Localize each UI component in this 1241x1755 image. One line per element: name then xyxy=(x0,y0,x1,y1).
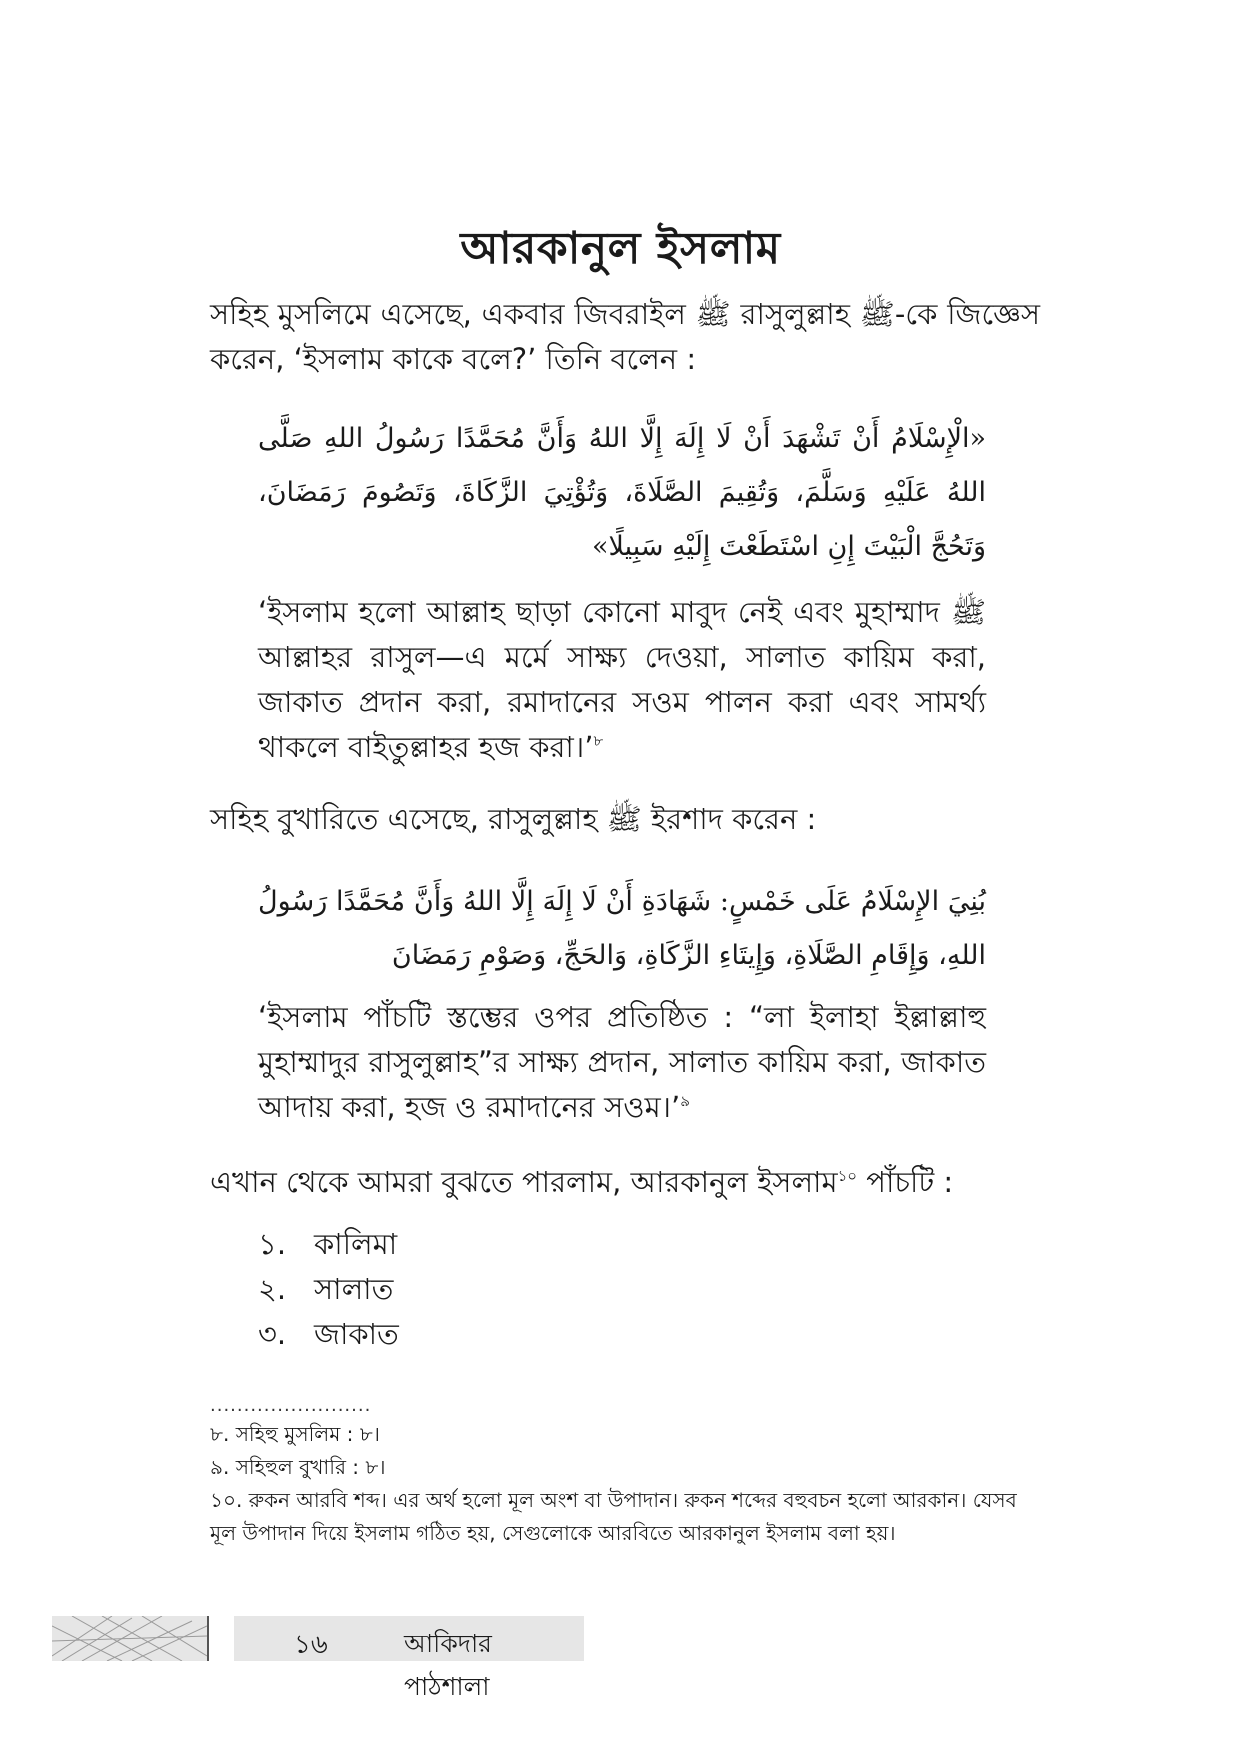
footnote-ref-10[interactable]: ১০ xyxy=(837,1167,858,1185)
intro-paragraph: সহিহ মুসলিমে এসেছে, একবার জিবরাইল ﷺ রাসুলুল্লাহ ﷺ-কে জিজ্ঞেস করেন, ‘ইসলাম কাকে বলে?’ তিনি বলেন : xyxy=(210,297,1041,376)
footnotes xyxy=(210,1418,1040,1550)
footnote-ref-9[interactable]: ৯ xyxy=(680,1092,690,1110)
pillars-list xyxy=(258,1222,399,1357)
bukhari-intro-paragraph: সহিহ বুখারিতে এসেছে, রাসুলুল্লাহ ﷺ ইরশাদ করেন : xyxy=(210,802,817,836)
arabic-hadith-muslim: «الْإِسْلَامُ أَنْ تَشْهَدَ أَنْ لَا إِلَهَ إِلَّا اللهُ وَأَنَّ مُحَمَّدًا رَسُولُ اللهِ صَلَّى اللهُ عَلَيْهِ وَسَلَّمَ، وَتُقِيمَ الصَّلَاةَ، وَتُؤْتِيَ الزَّكَاةَ، وَتَصُومَ رَمَضَانَ، وَتَحُجَّ الْبَيْتَ إِنِ اسْتَطَعْتَ إِلَيْهِ سَبِيلًا» xyxy=(258,423,986,562)
page-number: ১৬ xyxy=(294,1630,328,1660)
footer-band xyxy=(234,1616,584,1701)
list-item-label: সালাত xyxy=(314,1272,394,1306)
page-footer xyxy=(52,1616,584,1701)
conclusion-text-b: পাঁচটি : xyxy=(857,1165,954,1199)
list-item-label: কালিমা xyxy=(314,1227,398,1261)
footnote-9: ৯. সহিহুল বুখারি : ৮। xyxy=(210,1455,386,1479)
translation-bukhari-text: ‘ইসলাম পাঁচটি স্তম্ভের ওপর প্রতিষ্ঠিত : “লা ইলাহা ইল্লাল্লাহু মুহাম্মাদুর রাসুলুল্লাহ”র সাক্ষ্য প্রদান, সালাত কায়িম করা, জাকাত আদায় করা, হজ ও রমাদানের সওম।’ xyxy=(258,1000,986,1124)
footnote-8: ৮. সহিহু মুসলিম : ৮। xyxy=(210,1422,380,1446)
book-title: আকিদার পাঠশালা xyxy=(404,1629,492,1701)
conclusion-text-a: এখান থেকে আমরা বুঝতে পারলাম, আরকানুল ইসলাম xyxy=(210,1165,838,1199)
list-item xyxy=(258,1267,399,1312)
hatch-pattern-icon xyxy=(52,1616,207,1661)
footer-decoration xyxy=(52,1616,207,1661)
footnote-ref-8[interactable]: ৮ xyxy=(593,732,604,750)
translation-muslim-text: ‘ইসলাম হলো আল্লাহ ছাড়া কোনো মাবুদ নেই এবং মুহাম্মাদ ﷺ আল্লাহর রাসুল—এ মর্মে সাক্ষ্য দেওয়া, সালাত কায়িম করা, জাকাত প্রদান করা, রমাদানের সওম পালন করা এবং সামর্থ্য থাকলে বাইতুল্লাহর হজ করা।’ xyxy=(258,595,986,764)
footnote-10: ১০. রুকন আরবি শব্দ। এর অর্থ হলো মূল অংশ বা উপাদান। রুকন শব্দের বহুবচন হলো আরকান। যেসব মূল উপাদান দিয়ে ইসলাম গঠিত হয়, সেগুলোকে আরবিতে আরকানুল ইসলাম বলা হয়। xyxy=(210,1488,1017,1545)
conclusion-paragraph xyxy=(210,1160,1040,1205)
page-title: আরকানুল ইসলাম xyxy=(460,223,781,274)
list-item xyxy=(258,1222,399,1267)
list-item-number: ৩. xyxy=(258,1317,287,1351)
translation-muslim xyxy=(258,590,986,770)
arabic-hadith-bukhari: بُنِيَ الإِسْلَامُ عَلَى خَمْسٍ: شَهَادَةِ أَنْ لَا إِلَهَ إِلَّا اللهُ وَأَنَّ مُحَمَّدًا رَسُولُ اللهِ، وَإِقَامِ الصَّلَاةِ، وَإِيتَاءِ الزَّكَاةِ، وَالحَجِّ، وَصَوْمِ رَمَضَانَ xyxy=(258,886,986,971)
translation-bukhari xyxy=(258,995,986,1130)
footnote-separator: ........................ xyxy=(210,1395,372,1416)
list-item-label: জাকাত xyxy=(314,1317,399,1351)
footer-divider xyxy=(207,1616,209,1661)
list-item-number: ২. xyxy=(258,1272,287,1306)
list-item xyxy=(258,1312,399,1357)
list-item-number: ১. xyxy=(258,1227,287,1261)
